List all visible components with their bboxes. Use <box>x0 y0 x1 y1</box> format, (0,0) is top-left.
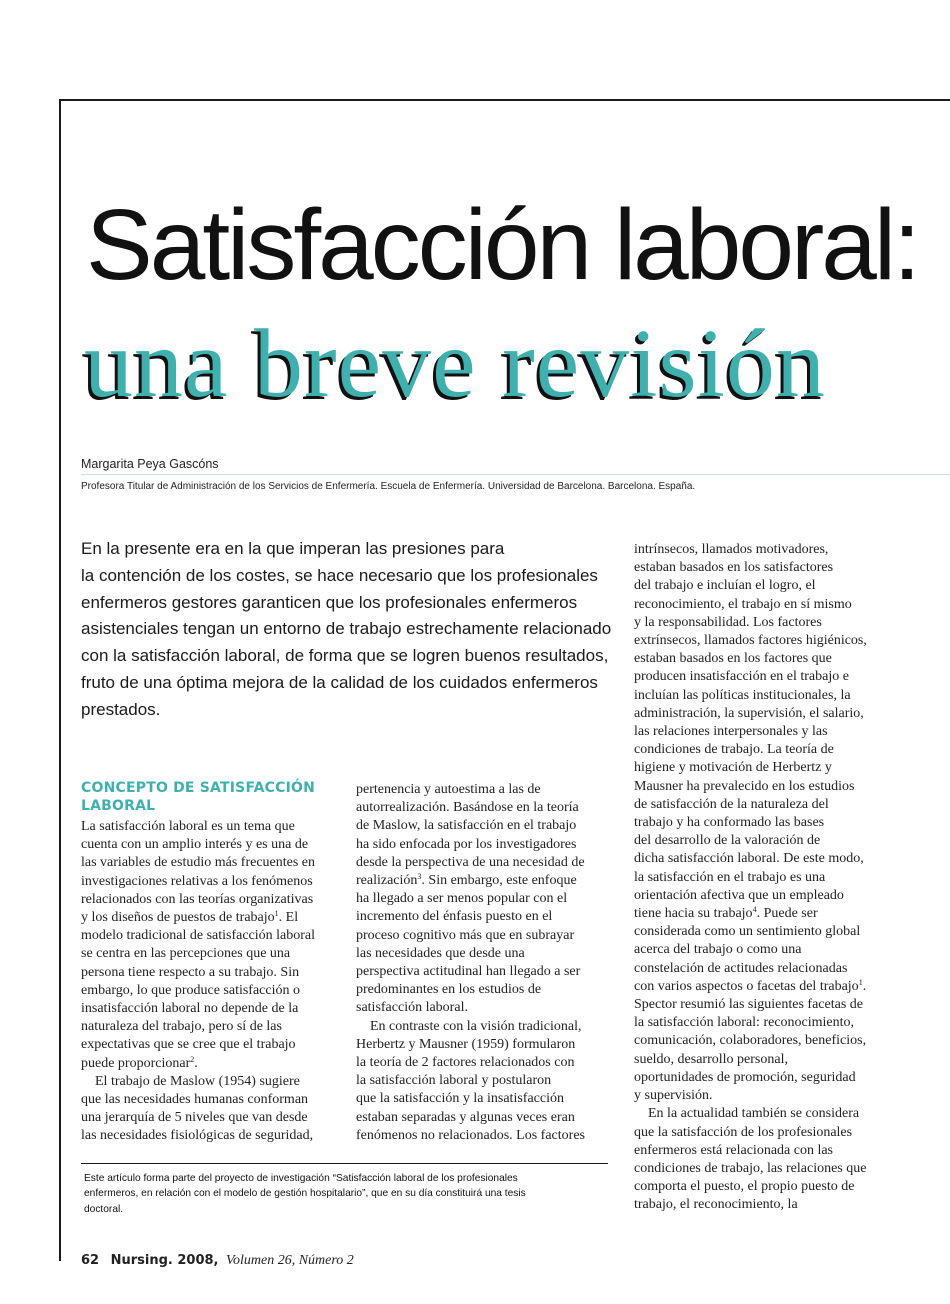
body-line: reconocimiento, el trabajo en sí mismo <box>634 596 852 612</box>
footnote-line: Este artículo forma parte del proyecto de investigación “Satisfacción laboral de los profesionales <box>84 1173 518 1184</box>
body-text: . <box>194 1055 198 1071</box>
body-line: expectativas que se cree que el trabajo <box>81 1037 296 1053</box>
body-line: En la actualidad también se considera <box>648 1106 860 1122</box>
body-line: una jerarquía de 5 niveles que van desde <box>81 1110 308 1126</box>
body-line: estaban basados en los satisfactores <box>634 560 834 576</box>
body-line: oportunidades de promoción, seguridad <box>634 1069 856 1085</box>
reference-marker: 3 <box>417 872 422 882</box>
body-text: . Puede ser <box>756 906 818 922</box>
body-column-2 <box>356 781 611 1145</box>
body-line <box>81 1055 336 1073</box>
section-heading <box>81 779 315 815</box>
body-line: embargo, lo que produce satisfacción o <box>81 982 301 998</box>
body-line: del trabajo e incluían el logro, el <box>634 578 816 594</box>
body-line: estaban basados en los factores que <box>634 651 832 667</box>
body-line: enfermeros está relacionada con las <box>634 1142 834 1158</box>
body-column-1 <box>81 818 336 1146</box>
body-line: la satisfacción laboral: reconocimiento, <box>634 1015 855 1031</box>
page-number: 62 <box>81 1253 100 1268</box>
body-line: comporta el puesto, el propio puesto de <box>634 1179 855 1195</box>
body-line: En contraste con la visión tradicional, <box>370 1018 582 1034</box>
body-line: dicha satisfacción laboral. De este modo, <box>634 851 864 867</box>
title-line-2: una breve revisión <box>84 310 826 418</box>
body-line: estaban separadas y algunas veces eran <box>356 1109 575 1125</box>
section-heading-line: CONCEPTO DE SATISFACCIÓN <box>81 780 316 796</box>
body-line: pertenencia y autoestima a las de <box>356 782 541 797</box>
body-line: la satisfacción laboral y postularon <box>356 1073 552 1089</box>
body-text: tiene hacia su trabajo <box>634 906 753 922</box>
footnote-divider <box>81 1163 608 1164</box>
author-affiliation: Profesora Titular de Administración de los Servicios de Enfermería. Escuela de Enfermería. Universidad de Barcelona. Barcelona. España. <box>81 481 696 492</box>
body-line: del desarrollo de la valoración de <box>634 833 821 849</box>
lead-line: prestados. <box>81 699 161 719</box>
reference-marker: 4 <box>752 905 757 915</box>
body-line: proceso cognitivo más que en subrayar <box>356 927 575 943</box>
body-line: incremento del énfasis puesto en el <box>356 909 553 925</box>
reference-marker: 1 <box>858 977 863 987</box>
body-line: modelo tradicional de satisfacción laboral <box>81 928 316 944</box>
body-line: autorrealización. Basándose en la teoría <box>356 800 579 816</box>
body-line: producen insatisfacción en el trabajo e <box>634 669 849 685</box>
body-text: realización <box>356 873 418 889</box>
lead-line: la contención de los costes, se hace necesario que los profesionales <box>81 565 598 585</box>
footnote-line: doctoral. <box>84 1203 124 1215</box>
body-line: y supervisión. <box>634 1088 713 1104</box>
body-line: intrínsecos, llamados motivadores, <box>634 542 829 557</box>
reference-marker: 2 <box>190 1054 195 1064</box>
journal-volume: Volumen 26, Número 2 <box>225 1253 354 1268</box>
body-line: administración, la supervisión, el salario, <box>634 705 864 721</box>
body-line: ha sido enfocada por los investigadores <box>356 836 577 852</box>
body-text: y los diseños de puestos de trabajo <box>81 910 275 926</box>
reference-marker: 1 <box>274 909 279 919</box>
body-line: relacionados con las teorías organizativas <box>81 891 314 907</box>
body-line <box>634 978 950 996</box>
body-text: . Sin embargo, este enfoque <box>421 873 577 889</box>
body-line: constelación de actitudes relacionadas <box>634 960 848 976</box>
author-name: Margarita Peya Gascóns <box>81 457 219 471</box>
body-line: El trabajo de Maslow (1954) sugiere <box>95 1073 300 1089</box>
lead-paragraph <box>81 536 621 724</box>
lead-line: asistenciales tengan un entorno de trabajo estrechamente relacionado <box>81 619 612 639</box>
body-line: desde la perspectiva de una necesidad de <box>356 854 585 870</box>
body-line <box>634 905 950 923</box>
body-line: La satisfacción laboral es un tema que <box>81 819 295 834</box>
body-line: que las necesidades humanas conforman <box>81 1092 309 1108</box>
body-line: Mausner ha prevalecido en los estudios <box>634 778 855 794</box>
journal-name: Nursing. 2008, <box>110 1253 219 1268</box>
body-line: investigaciones relativas a los fenómenos <box>81 873 313 889</box>
body-line: fenómenos no relacionados. Los factores <box>356 1127 585 1143</box>
body-line: las relaciones interpersonales y las <box>634 724 828 740</box>
author-divider <box>81 474 950 475</box>
body-line: de Maslow, la satisfacción en el trabajo <box>356 818 577 834</box>
lead-line: enfermeros gestores garanticen que los profesionales enfermeros <box>81 592 578 612</box>
body-line: y la responsabilidad. Los factores <box>634 614 822 630</box>
body-line: que la satisfacción de los profesionales <box>634 1124 853 1140</box>
body-line: acerca del trabajo o como una <box>634 942 802 958</box>
title-line-1: Satisfacción laboral: <box>86 189 918 301</box>
body-text: . <box>862 978 867 994</box>
body-line <box>81 909 336 927</box>
body-line: comunicación, colaboradores, beneficios, <box>634 1033 867 1049</box>
body-line <box>356 872 611 890</box>
body-line: orientación afectiva que un empleado <box>634 887 844 903</box>
body-line: sueldo, desarrollo personal, <box>634 1051 788 1067</box>
body-line: trabajo y ha conformado las bases <box>634 815 825 831</box>
body-line: persona tiene respecto a su trabajo. Sin <box>81 964 300 980</box>
body-line: satisfacción laboral. <box>356 1000 468 1016</box>
body-line: perspectiva actitudinal han llegado a ser <box>356 964 581 980</box>
page-footer <box>81 1253 354 1269</box>
body-line: las necesidades que desde una <box>356 945 525 961</box>
body-line: ha llegado a ser menos popular con el <box>356 891 568 907</box>
body-line: Spector resumió las siguientes facetas de <box>634 997 863 1013</box>
body-line: trabajo, el reconocimiento, la <box>634 1197 798 1213</box>
body-text: puede proporcionar <box>81 1055 191 1071</box>
body-line: las variables de estudio más frecuentes en <box>81 855 316 871</box>
body-line: la teoría de 2 factores relacionados con <box>356 1055 575 1071</box>
footnote-box <box>84 1171 608 1217</box>
body-line: extrínsecos, llamados factores higiénicos, <box>634 633 867 649</box>
body-column-3 <box>634 541 950 1215</box>
body-line: condiciones de trabajo. La teoría de <box>634 742 834 758</box>
body-line: se centra en las percepciones que una <box>81 946 291 962</box>
body-line: las necesidades fisiológicas de seguridad, <box>81 1128 314 1144</box>
body-text: con varios aspectos o facetas del trabajo <box>634 978 859 994</box>
body-line: que la satisfacción y la insatisfacción <box>356 1091 564 1107</box>
section-heading-line: LABORAL <box>81 798 156 814</box>
lead-line: con la satisfacción laboral, de forma que se logren buenos resultados, <box>81 646 609 666</box>
body-line: condiciones de trabajo, las relaciones que <box>634 1160 867 1176</box>
lead-line: fruto de una óptima mejora de la calidad de los cuidados enfermeros <box>81 672 598 692</box>
body-line: cuenta con un amplio interés y es una de <box>81 837 309 853</box>
body-line: higiene y motivación de Herbertz y <box>634 760 832 776</box>
body-line: Herbertz y Mausner (1959) formularon <box>356 1036 576 1052</box>
body-line: considerada como un sentimiento global <box>634 924 861 940</box>
body-line: la satisfacción en el trabajo es una <box>634 869 826 885</box>
body-line: predominantes en los estudios de <box>356 982 542 998</box>
footnote-line: enfermeros, en relación con el modelo de gestión hospitalario”, que en su día constituirá una tesis <box>84 1188 526 1200</box>
body-line: incluían las políticas institucionales, la <box>634 687 851 703</box>
body-line: insatisfacción laboral no depende de la <box>81 1001 299 1017</box>
body-line: de satisfacción de la naturaleza del <box>634 796 829 812</box>
body-text: . El <box>278 910 299 926</box>
lead-line: En la presente era en la que imperan las presiones para <box>81 539 505 558</box>
body-line: naturaleza del trabajo, pero sí de las <box>81 1019 282 1035</box>
